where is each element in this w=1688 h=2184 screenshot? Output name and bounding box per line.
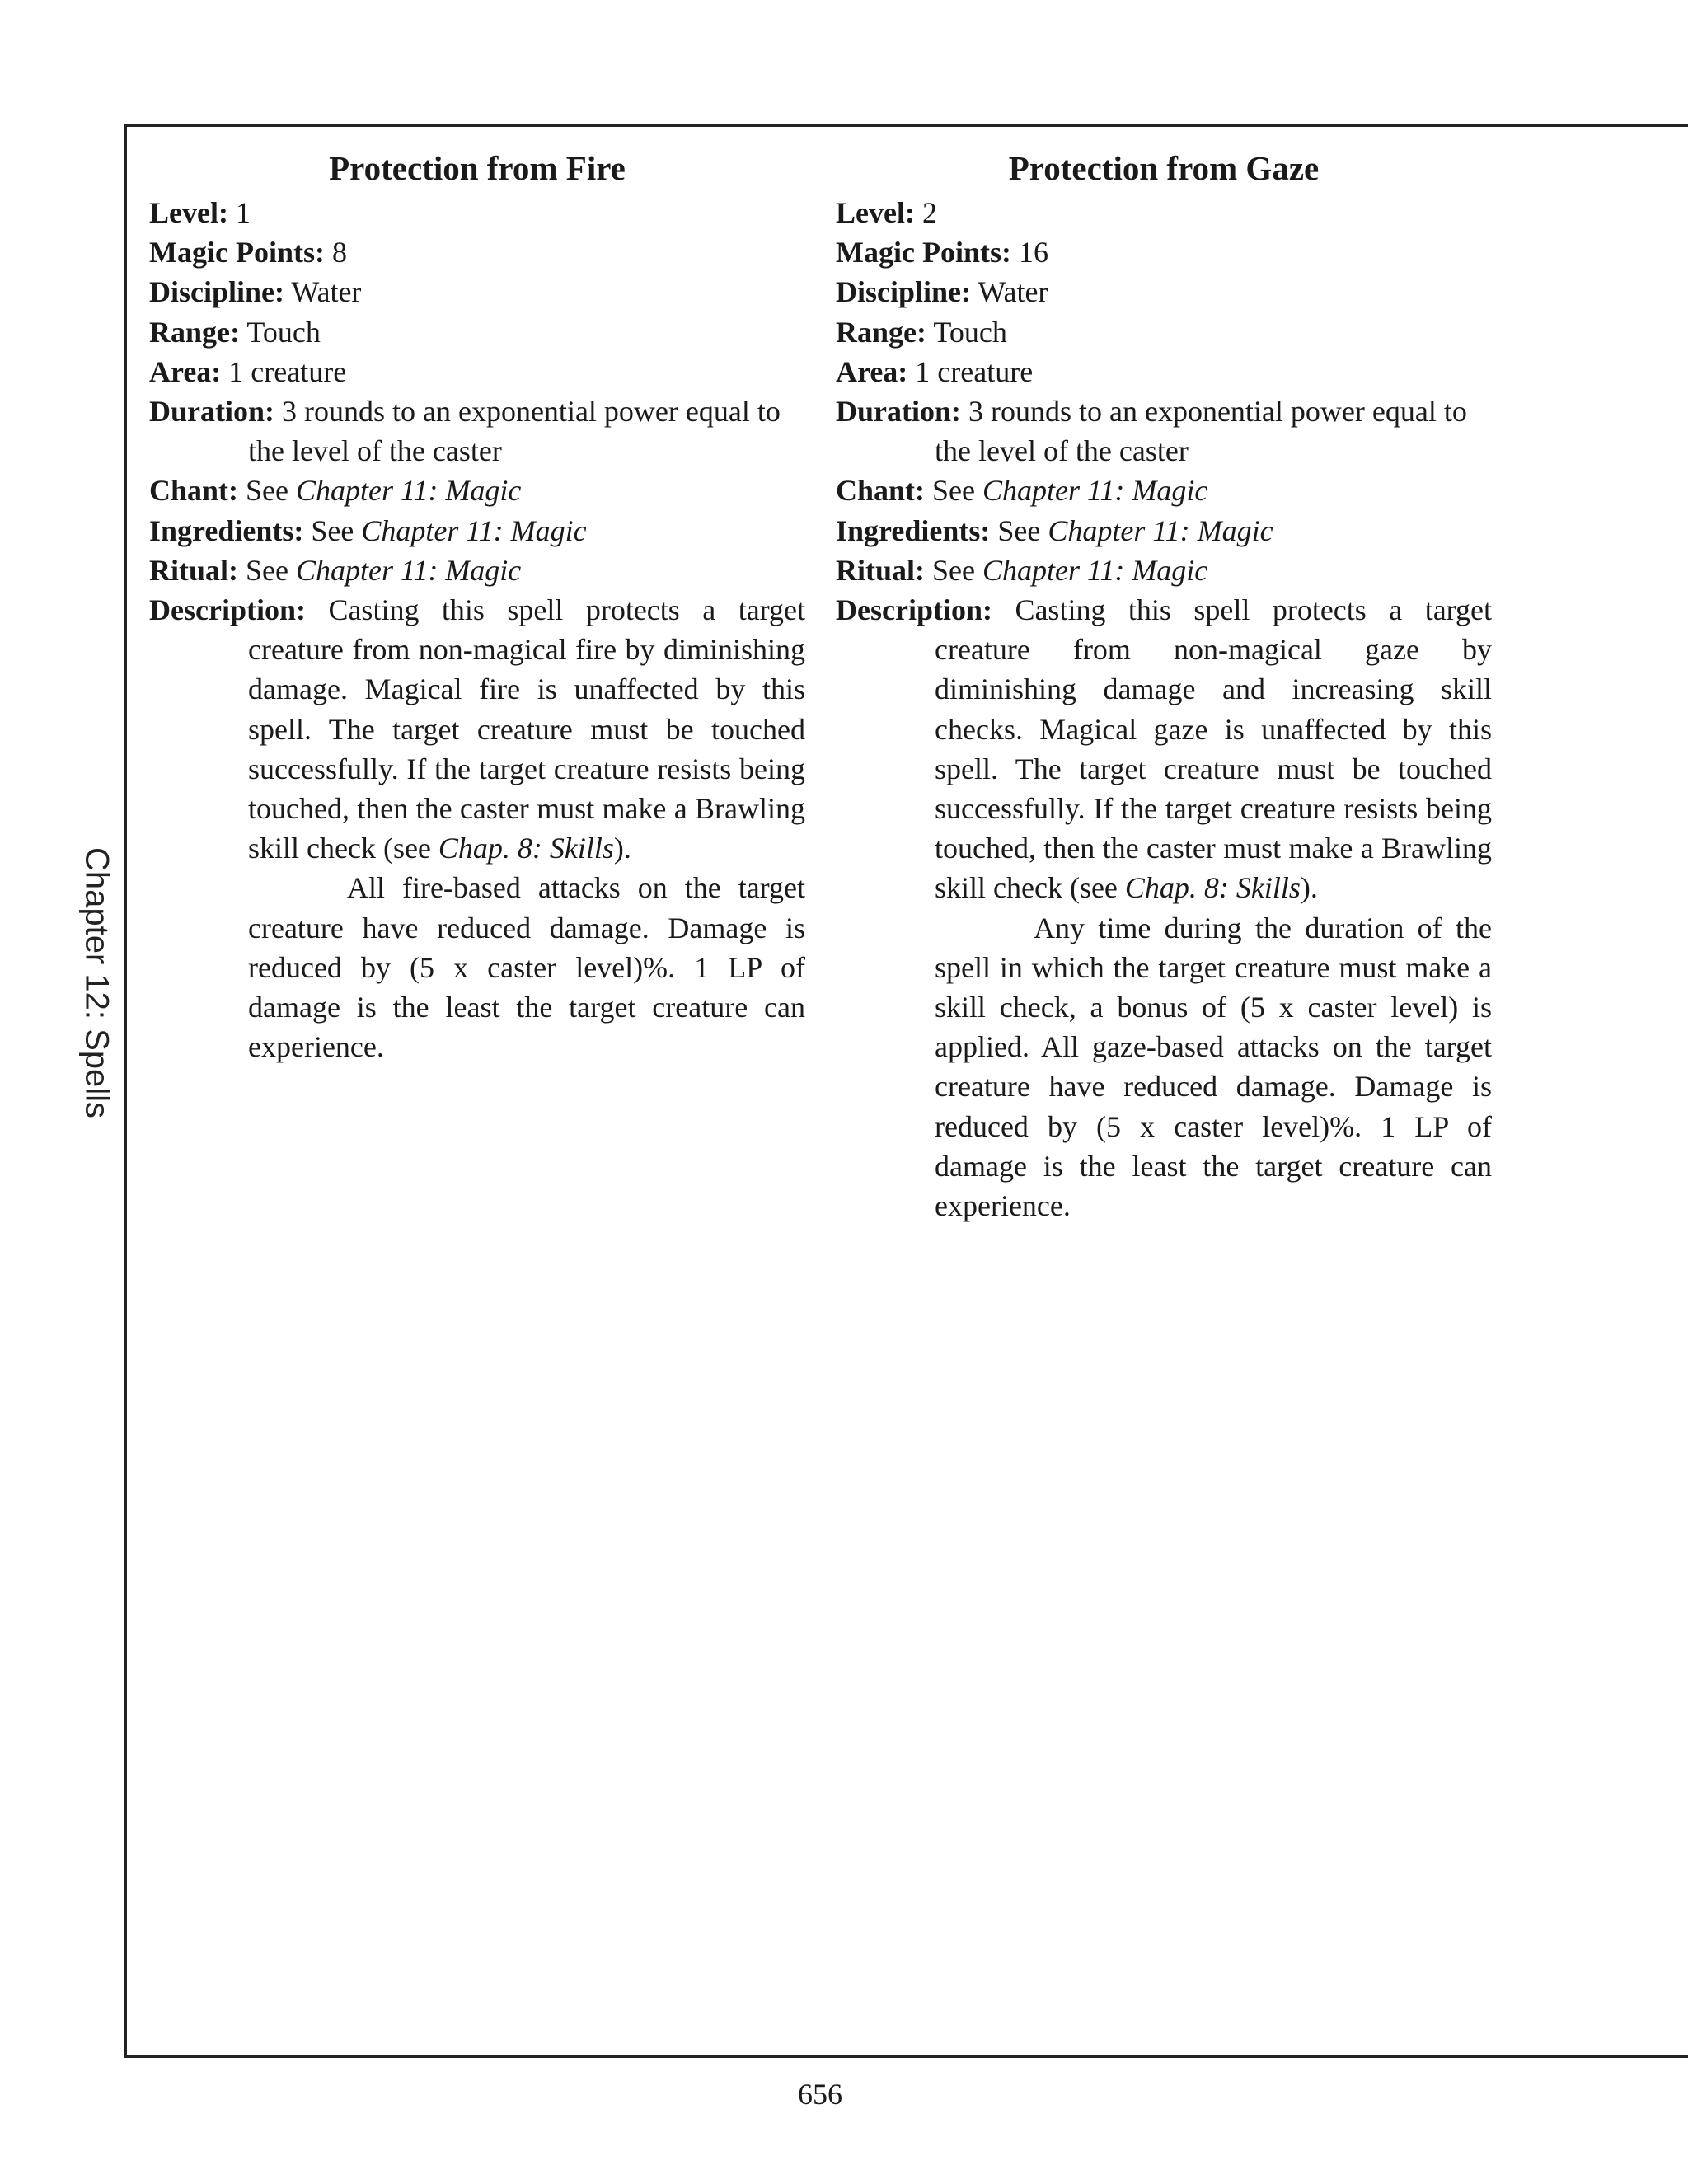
- duration-field: Duration: 3 rounds to an exponential power equal to the level of the caster: [836, 395, 1467, 468]
- magic-points-field: Magic Points: 16: [836, 236, 1048, 269]
- spell-entry-protection-from-gaze: [836, 147, 1492, 1226]
- ingredients-field: Ingredients: See Chapter 11: Magic: [836, 513, 1273, 547]
- area-field: Area: 1 creature: [149, 354, 347, 388]
- spell-entry-protection-from-fire: [149, 147, 805, 1066]
- description-field: Description: Casting this spell protects a target creature from non-magical gaze by diminishing damage and increasing skill checks. Magical gaze is unaffected by this spell. The target creature must be touched successfully. If the target creature resists being touched, then the caster must make a Brawling skill check (see Chap. 8: Skills).: [836, 593, 1493, 905]
- description-field: Description: Casting this spell protects a target creature from non-magical fire by diminishing damage. Magical fire is unaffected by this spell. The target creature must be touched successfully. If the target creature resists being touched, then the caster must make a Brawling skill check (see Chap. 8: Skills).: [149, 593, 806, 865]
- ritual-field: Ritual: See Chapter 11: Magic: [149, 553, 522, 587]
- duration-field: Duration: 3 rounds to an exponential power equal to the level of the caster: [149, 395, 781, 468]
- discipline-field: Discipline: Water: [836, 275, 1048, 309]
- spell-title: Protection from Gaze: [1008, 149, 1320, 187]
- range-field: Range: Touch: [149, 315, 321, 349]
- chant-field: Chant: See Chapter 11: Magic: [149, 474, 522, 508]
- discipline-field: Discipline: Water: [149, 275, 362, 309]
- chant-field: Chant: See Chapter 11: Magic: [836, 474, 1208, 508]
- spell-title: Protection from Fire: [329, 149, 626, 187]
- magic-points-field: Magic Points: 8: [149, 236, 347, 269]
- ingredients-field: Ingredients: See Chapter 11: Magic: [149, 513, 587, 547]
- level-field: Level: 1: [149, 196, 251, 229]
- range-field: Range: Touch: [836, 315, 1007, 349]
- description-paragraph-2: Any time during the duration of the spell in which the target creature must make a skill check, a bonus of (5 x caster level) is applied. All gaze-based attacks on the target creature have reduced damage. Damage is reduced by (5 x caster level)%. 1 LP of damage is the least the target creature can experience.: [935, 911, 1492, 1223]
- description-paragraph-2: All fire-based attacks on the target creature have reduced damage. Damage is reduced by (5 x caster level)%. 1 LP of damage is the least the target creature can experience.: [248, 871, 805, 1064]
- level-field: Level: 2: [836, 196, 937, 229]
- area-field: Area: 1 creature: [836, 354, 1034, 388]
- chapter-side-label: Chapter 12: Spells: [78, 846, 115, 1119]
- page-number: 656: [798, 2078, 842, 2111]
- ritual-field: Ritual: See Chapter 11: Magic: [836, 553, 1208, 587]
